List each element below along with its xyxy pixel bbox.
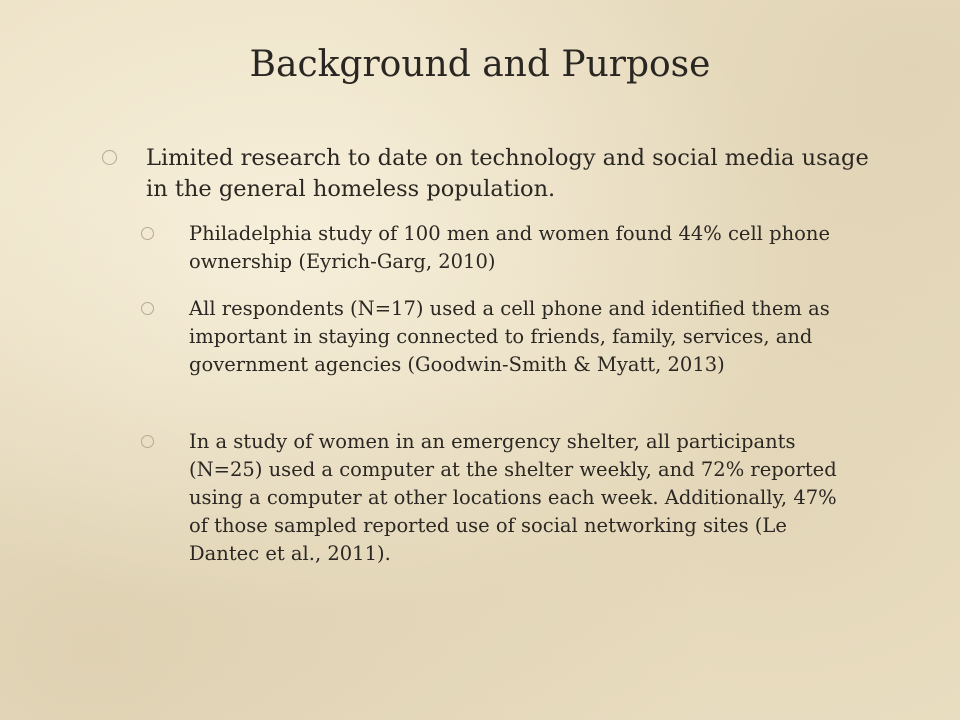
bullet-ring-icon — [141, 435, 154, 448]
sub-bullet-text: In a study of women in an emergency shelter, all participants (N=25) used a computer at the shelter weekly, and 72% reported using a computer at other locations each week. Additionally, 47% of those sampled reported use of social networking sites (Le Dantec et al., 2011). — [189, 430, 837, 565]
bullet-ring-icon — [141, 302, 154, 315]
slide-title: Background and Purpose — [249, 44, 711, 85]
bullet-ring-icon — [141, 227, 154, 240]
sub-bullet-text: All respondents (N=17) used a cell phone and identified them as important in staying connected to friends, family, services, and government agencies (Goodwin-Smith & Myatt, 2013) — [189, 297, 830, 376]
bullet-text: Limited research to date on technology and social media usage in the general homeless population. — [146, 145, 869, 202]
sub-bullet-text: Philadelphia study of 100 men and women found 44% cell phone ownership (Eyrich-Garg, 2010) — [189, 222, 830, 273]
bullet-ring-icon — [102, 150, 117, 165]
